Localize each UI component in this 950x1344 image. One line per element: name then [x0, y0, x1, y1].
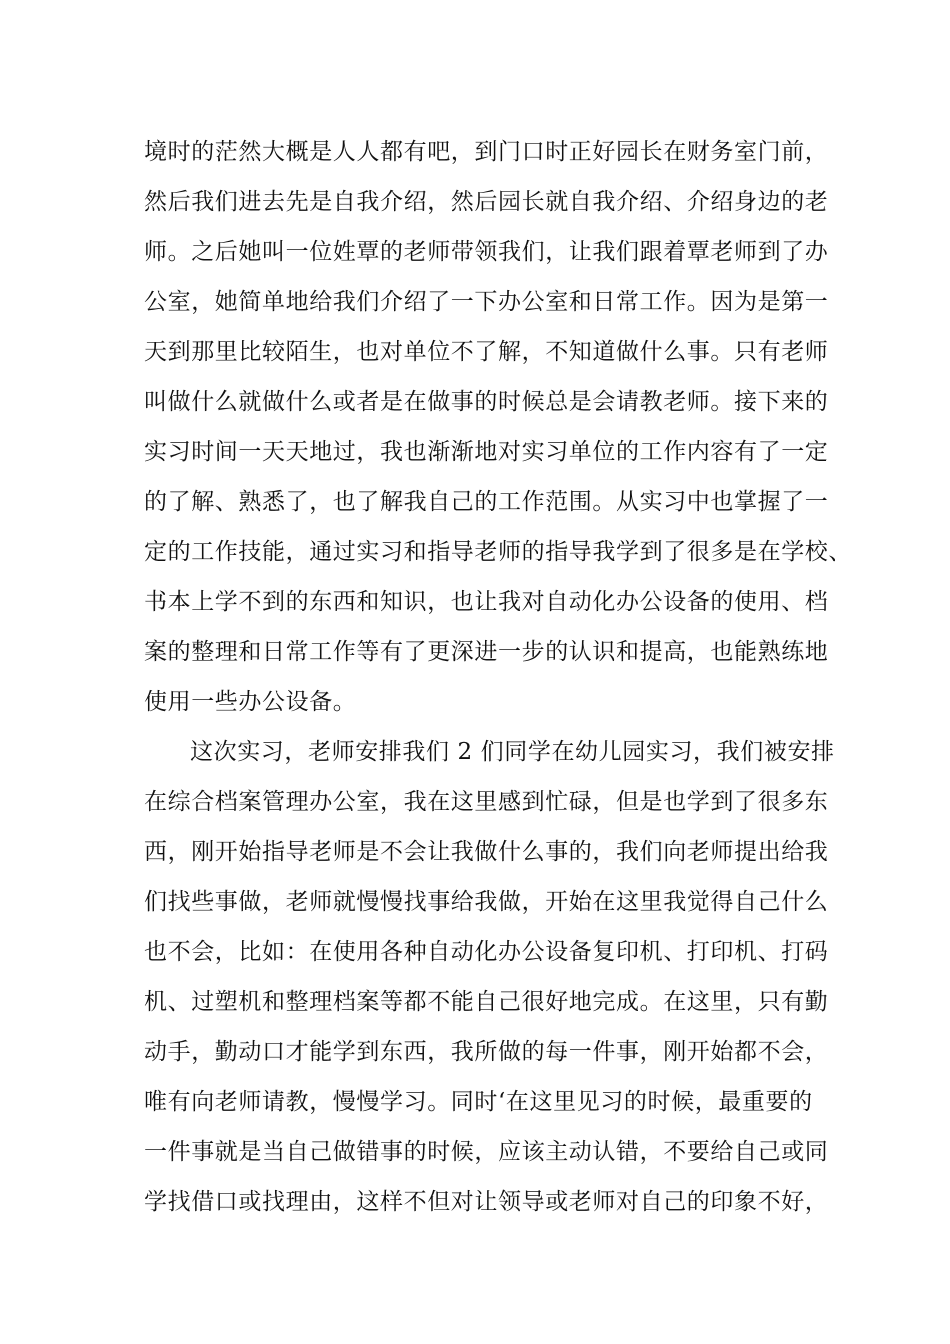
text-line: 使用一些办公设备。: [144, 689, 357, 715]
text-line: 们找些事做，老师就慢慢找事给我做，开始在这里我觉得自己什么: [144, 889, 829, 915]
text-line: 书本上学不到的东西和知识，也让我对自动化办公设备的使用、档: [144, 589, 829, 615]
text-line: 的了解、熟悉了，也了解我自己的工作范围。从实习中也掌握了一: [144, 489, 829, 515]
text-line: 一件事就是当自己做错事的时候，应该主动认错，不要给自己或同: [144, 1139, 829, 1165]
text-line: 唯有向老师请教，慢慢学习。同时‘在这里见习的时候，最重要的: [144, 1089, 813, 1115]
text-line: 天到那里比较陌生，也对单位不了解，不知道做什么事。只有老师: [144, 339, 829, 365]
text-line: 西，刚开始指导老师是不会让我做什么事的，我们向老师提出给我: [144, 839, 829, 865]
text-line: 机、过塑机和整理档案等都不能自己很好地完成。在这里，只有勤: [144, 989, 829, 1015]
text-line: 然后我们进去先是自我介绍，然后园长就自我介绍、介绍身边的老: [144, 189, 829, 215]
paragraph: [144, 127, 852, 727]
text-line: 公室，她简单地给我们介绍了一下办公室和日常工作。因为是第一: [144, 289, 829, 315]
text-line: 学找借口或找理由，这样不但对让领导或老师对自己的印象不好，: [144, 1189, 829, 1215]
paragraph: [144, 727, 834, 1227]
text-line: 动手，勤动口才能学到东西，我所做的每一件事，刚开始都不会，: [144, 1039, 829, 1065]
text-line: 实习时间一天天地过，我也渐渐地对实习单位的工作内容有了一定: [144, 439, 829, 465]
text-line: 也不会，比如：在使用各种自动化办公设备复印机、打印机、打码: [144, 939, 829, 965]
text-line: 师。之后她叫一位姓覃的老师带领我们，让我们跟着覃老师到了办: [144, 239, 829, 265]
text-line: 案的整理和日常工作等有了更深进一步的认识和提高，也能熟练地: [144, 639, 829, 665]
text-line: 境时的茫然大概是人人都有吧，到门口时正好园长在财务室门前，: [144, 139, 829, 165]
document-body: [144, 127, 852, 1227]
text-line: 定的工作技能，通过实习和指导老师的指导我学到了很多是在学校、: [144, 539, 852, 565]
text-line: 在综合档案管理办公室，我在这里感到忙碌，但是也学到了很多东: [144, 789, 829, 815]
text-line: 叫做什么就做什么或者是在做事的时候总是会请教老师。接下来的: [144, 389, 829, 415]
text-line: 这次实习，老师安排我们 2 们同学在幼儿园实习，我们被安排: [190, 739, 835, 765]
